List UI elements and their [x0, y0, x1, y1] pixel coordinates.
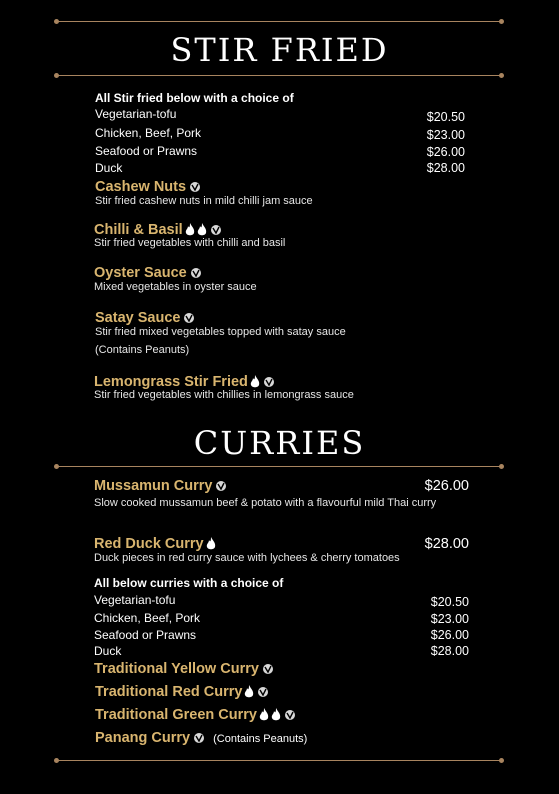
- dish-name: Red Duck Curry: [94, 536, 204, 552]
- flame-icon: [271, 708, 281, 722]
- featured-mussamun: [94, 478, 469, 511]
- curries-title: CURRIES: [193, 424, 366, 462]
- dish-name: Cashew Nuts: [95, 179, 187, 195]
- dish-price: $28.00: [424, 536, 469, 552]
- option-price: $28.00: [426, 161, 465, 175]
- featured-red-duck: [94, 536, 469, 564]
- top-divider: [56, 21, 502, 22]
- option-row: [95, 143, 465, 160]
- stir-fried-divider: [56, 75, 502, 76]
- flame-icon: [206, 537, 216, 551]
- option-row: [94, 643, 469, 659]
- dish-oyster-sauce: [94, 265, 202, 281]
- option-price: $26.00: [430, 628, 469, 642]
- stir-fried-title: STIR FRIED: [170, 31, 389, 69]
- option-price: $23.00: [426, 128, 465, 142]
- flame-icon: [185, 223, 195, 237]
- dish-desc: Duck pieces in red curry sauce with lychees & cherry tomatoes: [94, 552, 400, 564]
- curries-divider: [56, 466, 502, 467]
- option-price: $23.00: [430, 612, 469, 626]
- dish-cashew-nuts: [95, 179, 201, 195]
- dish-name: Lemongrass Stir Fried: [94, 374, 248, 390]
- option-name: Seafood or Prawns: [95, 144, 198, 158]
- option-name: Vegetarian-tofu: [94, 593, 176, 607]
- dish-desc: Stir fried mixed vegetables topped with satay sauce: [95, 326, 346, 338]
- dish-red-curry: [95, 684, 269, 700]
- option-row: [95, 106, 465, 125]
- dish-name: Traditional Green Curry: [95, 707, 257, 723]
- dish-lemongrass: [94, 374, 275, 390]
- dish-name: Oyster Sauce: [94, 265, 187, 281]
- stir-fried-choice-heading: All Stir fried below with a choice of: [95, 91, 294, 105]
- flame-icon: [244, 685, 254, 699]
- curries-choice-heading: All below curries with a choice of: [94, 576, 284, 590]
- flame-icon: [197, 223, 207, 237]
- option-row: [95, 125, 465, 143]
- flame-icon: [259, 708, 269, 722]
- option-row: [94, 627, 469, 643]
- option-row: [94, 592, 469, 610]
- dish-desc: Stir fried vegetables with chilli and basil: [94, 237, 286, 249]
- option-name: Vegetarian-tofu: [95, 107, 177, 121]
- veg-option-icon: [284, 709, 296, 721]
- option-name: Seafood or Prawns: [94, 628, 197, 642]
- dish-satay-sauce: [95, 310, 195, 326]
- dish-desc: Stir fried vegetables with chillies in lemongrass sauce: [94, 389, 354, 401]
- flame-icon: [250, 375, 260, 389]
- dish-yellow-curry: [94, 661, 274, 677]
- stir-fried-options: [95, 106, 465, 176]
- option-price: $28.00: [430, 644, 469, 658]
- dish-desc: Stir fried cashew nuts in mild chilli jam sauce: [95, 195, 313, 207]
- option-price: $20.50: [426, 110, 465, 124]
- dish-desc: Mixed vegetables in oyster sauce: [94, 281, 257, 293]
- option-name: Chicken, Beef, Pork: [94, 611, 201, 625]
- veg-option-icon: [189, 181, 201, 193]
- veg-option-icon: [183, 312, 195, 324]
- veg-option-icon: [215, 480, 227, 492]
- dish-note: (Contains Peanuts): [95, 344, 190, 356]
- dish-note: (Contains Peanuts): [213, 733, 308, 745]
- dish-price: $26.00: [424, 478, 469, 494]
- dish-desc: Slow cooked mussamun beef & potato with a flavourful mild Thai curry: [94, 497, 437, 509]
- option-name: Duck: [95, 161, 123, 175]
- veg-option-icon: [263, 376, 275, 388]
- option-row: [95, 160, 465, 176]
- veg-option-icon: [210, 224, 222, 236]
- veg-option-icon: [193, 732, 205, 744]
- veg-option-icon: [262, 663, 274, 675]
- dish-name: Panang Curry: [95, 730, 191, 746]
- option-name: Duck: [94, 644, 122, 658]
- option-price: $20.50: [430, 595, 469, 609]
- dish-green-curry: [95, 707, 296, 723]
- dish-chilli-basil: [94, 222, 222, 238]
- dish-name: Traditional Red Curry: [95, 684, 243, 700]
- option-name: Chicken, Beef, Pork: [95, 126, 202, 140]
- dish-name: Traditional Yellow Curry: [94, 661, 259, 677]
- veg-option-icon: [257, 686, 269, 698]
- dish-name: Chilli & Basil: [94, 222, 183, 238]
- veg-option-icon: [190, 267, 202, 279]
- bottom-divider: [56, 760, 502, 761]
- dish-name: Satay Sauce: [95, 310, 181, 326]
- option-row: [94, 610, 469, 627]
- dish-name: Mussamun Curry: [94, 478, 213, 494]
- option-price: $26.00: [426, 145, 465, 159]
- curries-options: [94, 592, 469, 659]
- dish-panang-curry: [95, 730, 307, 746]
